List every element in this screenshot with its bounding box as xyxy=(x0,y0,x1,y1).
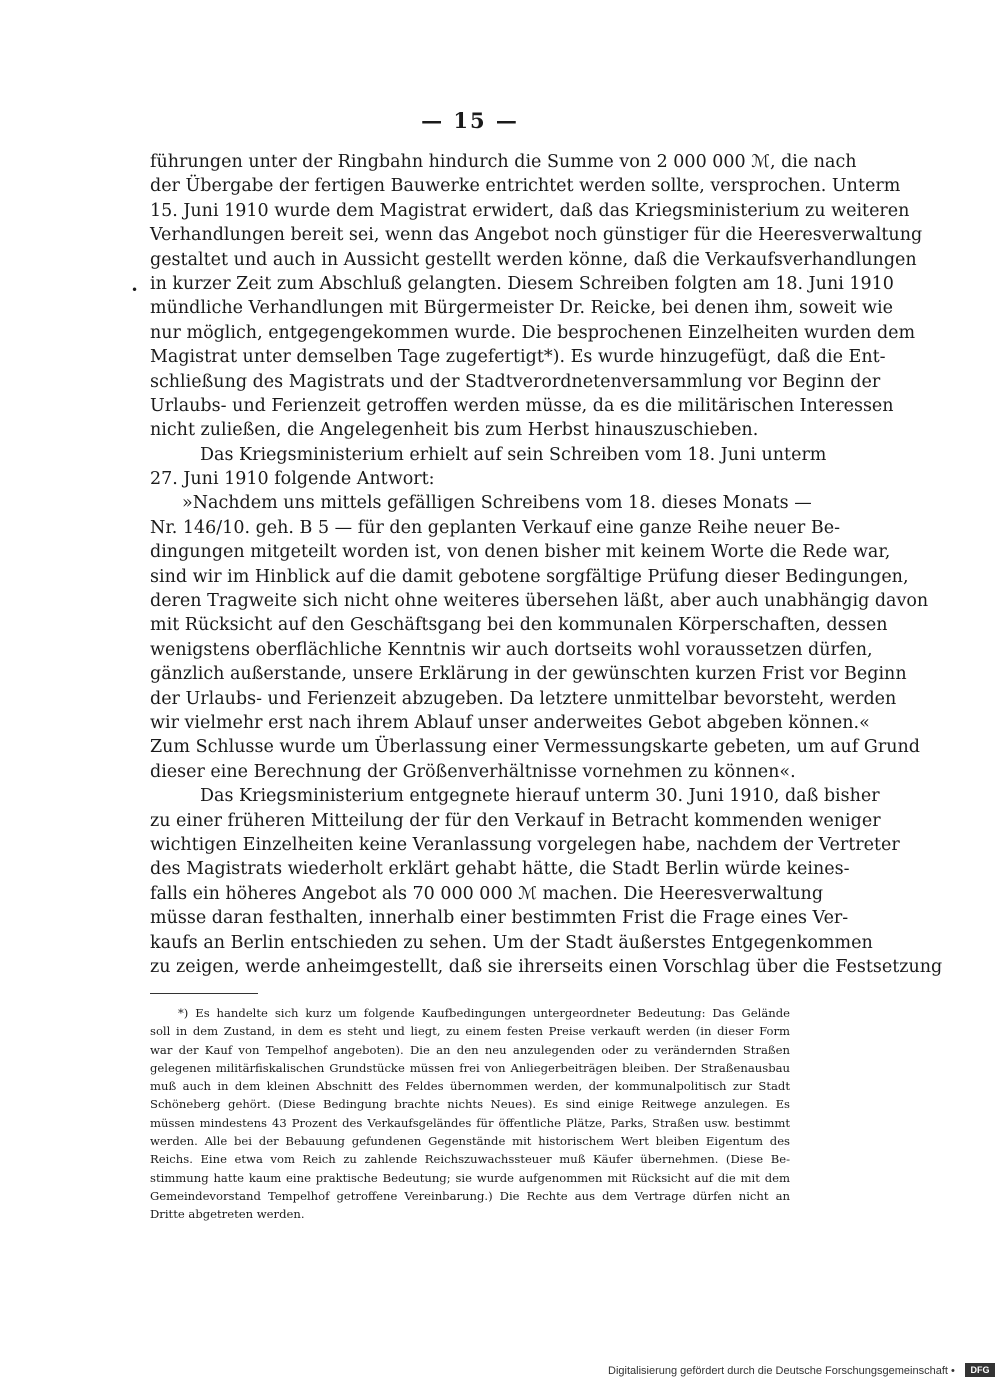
quote-line: dingungen mitgeteilt worden ist, von denen bisher mit keinem Worte die Rede war, xyxy=(150,542,891,563)
footnote-line: gelegenen militärfiskalischen Grundstücke müssen frei von Anliegerbeiträgen bleiben. Der Straßenausbau xyxy=(150,1060,790,1075)
dfg-logo: DFG xyxy=(965,1363,995,1377)
footnote-line: müssen mindestens 43 Prozent des Verkaufsgeländes für öffentliche Plätze, Parks, Straßen usw. bestimmt xyxy=(150,1115,790,1130)
text-line: zu zeigen, werde anheimgestellt, daß sie ihrerseits einen Vorschlag über die Festsetzung xyxy=(150,956,943,977)
quote-line: wenigstens oberflächliche Kenntnis wir auch dortseits wohl voraussetzen dürfen, xyxy=(150,639,873,660)
text-line: zu einer früheren Mitteilung der für den Verkauf in Betracht kommenden weniger xyxy=(150,810,881,831)
footnote-line: werden. Alle bei der Bebauung gefundenen Gegenstände mit historischem Wert bleiben Eigentum des xyxy=(150,1134,790,1149)
text-line: nicht zuließen, die Angelegenheit bis zum Herbst hinauszuschieben. xyxy=(150,420,759,441)
quote-line: gänzlich außerstande, unsere Erklärung in der gewünschten kurzen Frist vor Beginn xyxy=(150,664,907,685)
text-line: nur möglich, entgegengekommen wurde. Die besprochenen Einzelheiten wurden dem xyxy=(150,322,916,343)
footnote-line: soll in dem Zustand, in dem es steht und liegt, zu einem festen Preise verkauft werden (in dieser Form xyxy=(150,1024,790,1039)
page-number: — 15 — xyxy=(421,108,519,133)
text-line: Das Kriegsministerium entgegnete hierauf unterm 30. Juni 1910, daß bisher xyxy=(200,786,880,807)
quote-line: »Nachdem uns mittels gefälligen Schreibens vom 18. dieses Monats — xyxy=(182,493,812,514)
quote-line: mit Rücksicht auf den Geschäftsgang bei den kommunalen Körperschaften, dessen xyxy=(150,615,888,636)
footnotes xyxy=(150,1004,790,1224)
text-line: Zum Schlusse wurde um Überlassung einer Vermessungskarte gebeten, um auf Grund xyxy=(150,737,920,758)
text-line: wichtigen Einzelheiten keine Veranlassung vorgelegen habe, nachdem der Vertreter xyxy=(150,834,900,855)
text-line: Magistrat unter demselben Tage zugefertigt*). Es wurde hinzugefügt, daß die Ent- xyxy=(150,347,886,368)
footnote-divider xyxy=(150,993,258,994)
text-line: mündliche Verhandlungen mit Bürgermeister Dr. Reicke, bei denen ihm, soweit wie xyxy=(150,298,893,319)
text-line: in kurzer Zeit zum Abschluß gelangten. Diesem Schreiben folgten am 18. Juni 1910 xyxy=(150,273,894,294)
footnote-line: Gemeindevorstand Tempelhof getroffene Vereinbarung.) Die Rechte aus dem Vertrage dürfen nicht an xyxy=(150,1188,790,1203)
text-line: kaufs an Berlin entschieden zu sehen. Um der Stadt äußerstes Entgegenkommen xyxy=(150,932,873,953)
text-line: führungen unter der Ringbahn hindurch die Summe von 2 000 000 ℳ, die nach xyxy=(150,152,857,172)
text-line: müsse daran festhalten, innerhalb einer bestimmten Frist die Frage eines Ver- xyxy=(150,908,849,929)
text-line: der Übergabe der fertigen Bauwerke entrichtet werden sollte, versprochen. Unterm xyxy=(150,176,901,197)
footnote-line: war der Kauf von Tempelhof angeboten). Die an den neu anzulegenden oder zu verändernden Straßen xyxy=(150,1042,790,1057)
quote-line: deren Tragweite sich nicht ohne weiteres übersehen läßt, aber auch unabhängig davon xyxy=(150,591,929,612)
quote-line: sind wir im Hinblick auf die damit gebotene sorgfältige Prüfung dieser Bedingungen, xyxy=(150,566,909,587)
quote-line: Nr. 146/10. geh. B 5 — für den geplanten Verkauf eine ganze Reihe neuer Be- xyxy=(150,517,840,538)
margin-mark: • xyxy=(131,283,139,297)
footnote-line: Schöneberg gehört. (Diese Bedingung brachte nichts Neues). Es sind einige Reitwege anzulegen. Es xyxy=(150,1097,790,1112)
quote-line: der Urlaubs- und Ferienzeit abzugeben. Da letztere unmittelbar bevorsteht, werden xyxy=(150,688,897,709)
text-line: Das Kriegsministerium erhielt auf sein Schreiben vom 18. Juni unterm xyxy=(200,444,827,465)
text-line: Urlaubs- und Ferienzeit getroffen werden müsse, da es die militärischen Interessen xyxy=(150,395,894,416)
footnote-line: stimmung hatte kaum eine praktische Bedeutung; sie wurde aufgenommen mit Rücksicht auf die mit dem xyxy=(150,1170,790,1185)
digitization-credit: Digitalisierung gefördert durch die Deutsche Forschungsgemeinschaft • xyxy=(608,1365,955,1377)
footnote-line: Reichs. Eine etwa vom Reich zu zahlende Reichszuwachssteuer muß Käufer übernehmen. (Diese Be- xyxy=(150,1152,790,1167)
main-text xyxy=(150,150,943,979)
quote-line: wir vielmehr erst nach ihrem Ablauf unser anderweites Gebot abgeben können.« xyxy=(150,712,870,733)
text-line: 15. Juni 1910 wurde dem Magistrat erwidert, daß das Kriegsministerium zu weiteren xyxy=(150,200,910,221)
text-line: gestaltet und auch in Aussicht gestellt werden könne, daß die Verkaufsverhandlungen xyxy=(150,249,917,270)
text-line: 27. Juni 1910 folgende Antwort: xyxy=(150,469,435,490)
text-line: Verhandlungen bereit sei, wenn das Angebot noch günstiger für die Heeresverwaltung xyxy=(150,225,923,246)
text-line: falls ein höheres Angebot als 70 000 000 ℳ machen. Die Heeresverwaltung xyxy=(150,883,824,904)
footnote-line: Dritte abgetreten werden. xyxy=(150,1207,305,1222)
footnote-line: muß auch in dem kleinen Abschnitt des Feldes übernommen werden, der kommunalpolitisch zur Stadt xyxy=(150,1079,790,1094)
text-line: schließung des Magistrats und der Stadtverordnetenversammlung vor Beginn der xyxy=(150,371,881,392)
text-line: des Magistrats wiederholt erklärt gehabt hätte, die Stadt Berlin würde keines- xyxy=(150,859,850,880)
text-line: dieser eine Berechnung der Größenverhältnisse vornehmen zu können«. xyxy=(150,761,796,782)
footnote-line: *) Es handelte sich kurz um folgende Kaufbedingungen untergeordneter Bedeutung: Das Gelände xyxy=(178,1006,790,1020)
